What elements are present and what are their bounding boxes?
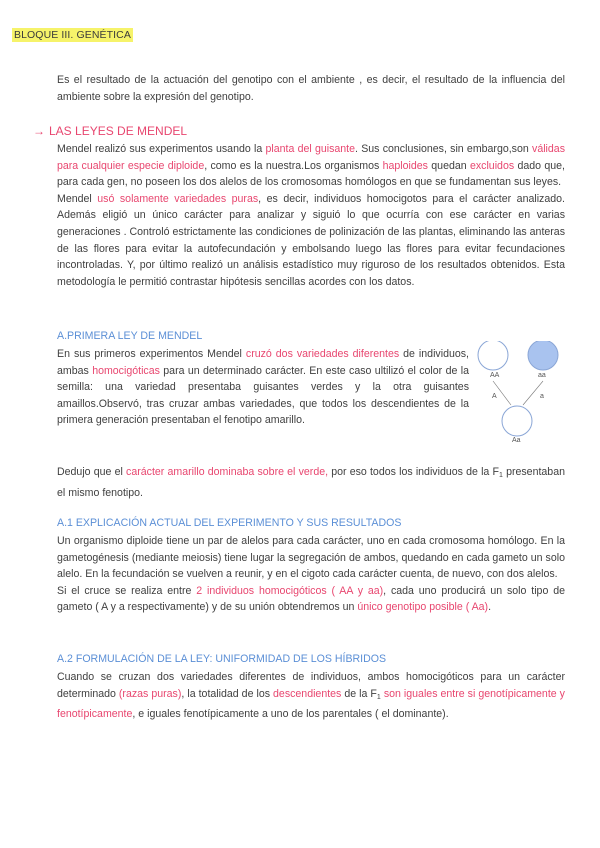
label-left-parent: AA — [490, 372, 500, 379]
explanation-body — [57, 533, 565, 616]
formulation-body — [57, 669, 565, 723]
parent-aa-green — [478, 341, 508, 370]
cross-diagram — [470, 341, 570, 445]
gamete-left: A — [492, 393, 497, 400]
explanation-heading: A.1 EXPLICACIÓN ACTUAL DEL EXPERIMENTO Y SUS RESULTADOS — [57, 517, 402, 529]
explanation-paragraph-1: Un organismo diploide tiene un par de alelos para cada carácter, uno en cada cromosoma homólogo. En la gametogénesis (mediante meiosis) tiene lugar la segregación de ambos, quedando en cada gameto un solo alelo. En la fecundación se vuelven a reunir, y en el cigoto cada carácter cuenta, de nuevo, con dos alelos. — [57, 535, 565, 581]
gamete-right: a — [540, 393, 544, 400]
deduction-body — [57, 464, 565, 501]
explanation-paragraph-2: Si el cruce se realiza entre 2 individuos homocigóticos ( AA y aa), cada uno producirá un solo tipo de gameto ( A y a respectivamente) y de su unión obtendremos un único genotipo posible ( Aa). — [57, 584, 565, 614]
offspring-circle — [502, 406, 532, 436]
laws-paragraph-1: Mendel realizó sus experimentos usando la planta del guisante. Sus conclusiones, sin embargo,son válidas para cualquier especie diploide, como es la nuestra.Los organismos haploides quedan excluidos dado que, para cada gen, no poseen los dos alelos de los cromosomas homólogos en que se fundamentan sus leyes. — [57, 143, 565, 189]
laws-heading-text: LAS LEYES DE MENDEL — [49, 124, 188, 138]
intro-paragraph: Es el resultado de la actuación del genotipo con el ambiente , es decir, el resultado de la influencia del ambiente sobre la expresión del genotipo. — [57, 74, 565, 103]
first-law-heading: A.PRIMERA LEY DE MENDEL — [57, 330, 203, 342]
label-right-parent: aa — [538, 372, 546, 379]
label-offspring: Aa — [512, 437, 521, 444]
formulation-heading: A.2 FORMULACIÓN DE LA LEY: UNIFORMIDAD DE LOS HÍBRIDOS — [57, 653, 387, 665]
laws-paragraph-2: Mendel usó solamente variedades puras, es decir, individuos homocigotos para el carácter analizado. Además eligió un único carácter para analizar y siguió lo que ocurría con ese carácter en varias generaciones . Controló estrictamente las condiciones de polinización de las plantas, eliminando las anteras de las flores para evitar la autofecundación y embolsando luego las flores para evitar fecundaciones incontroladas. Y, por último realizó un análisis estadístico muy riguroso de los resultados obtenidos. Esta metodología le permitió contrastar hipótesis sencillas acordes con los datos. — [57, 192, 565, 288]
block-title: BLOQUE III. GENÉTICA — [14, 29, 131, 41]
laws-heading — [33, 124, 187, 138]
parent-aa-yellow — [528, 341, 558, 370]
formulation-paragraph: Cuando se cruzan dos variedades diferentes de individuos, ambos homocigóticos para un carácter determinado (razas puras), la totalidad de los descendientes de la $F_1$ son iguales entre si genotípicamente y fenotípicamente, e iguales fenotípicamente a uno de los parentales ( el dominante). — [57, 671, 565, 721]
deduction-paragraph: Dedujo que el carácter amarillo dominaba sobre el verde, por eso todos los individuos de la $F_1$ presentaban el mismo fenotipo. — [57, 466, 565, 499]
laws-body — [57, 141, 565, 290]
arrow-right-icon: → — [33, 124, 45, 138]
first-law-body — [57, 346, 469, 429]
first-law-paragraph: En sus primeros experimentos Mendel cruzó dos variedades diferentes de individuos, ambas homocigóticas para un determinado carácter. En este caso ultilizó el color de la semilla: una variedad presentaba guisantes verdes y la otra guisantes amaillos.Observó, tras cruzar ambas variedades, que todos los descendientes de la primera generación presentaban el fenotipo amarillo. — [57, 348, 469, 427]
